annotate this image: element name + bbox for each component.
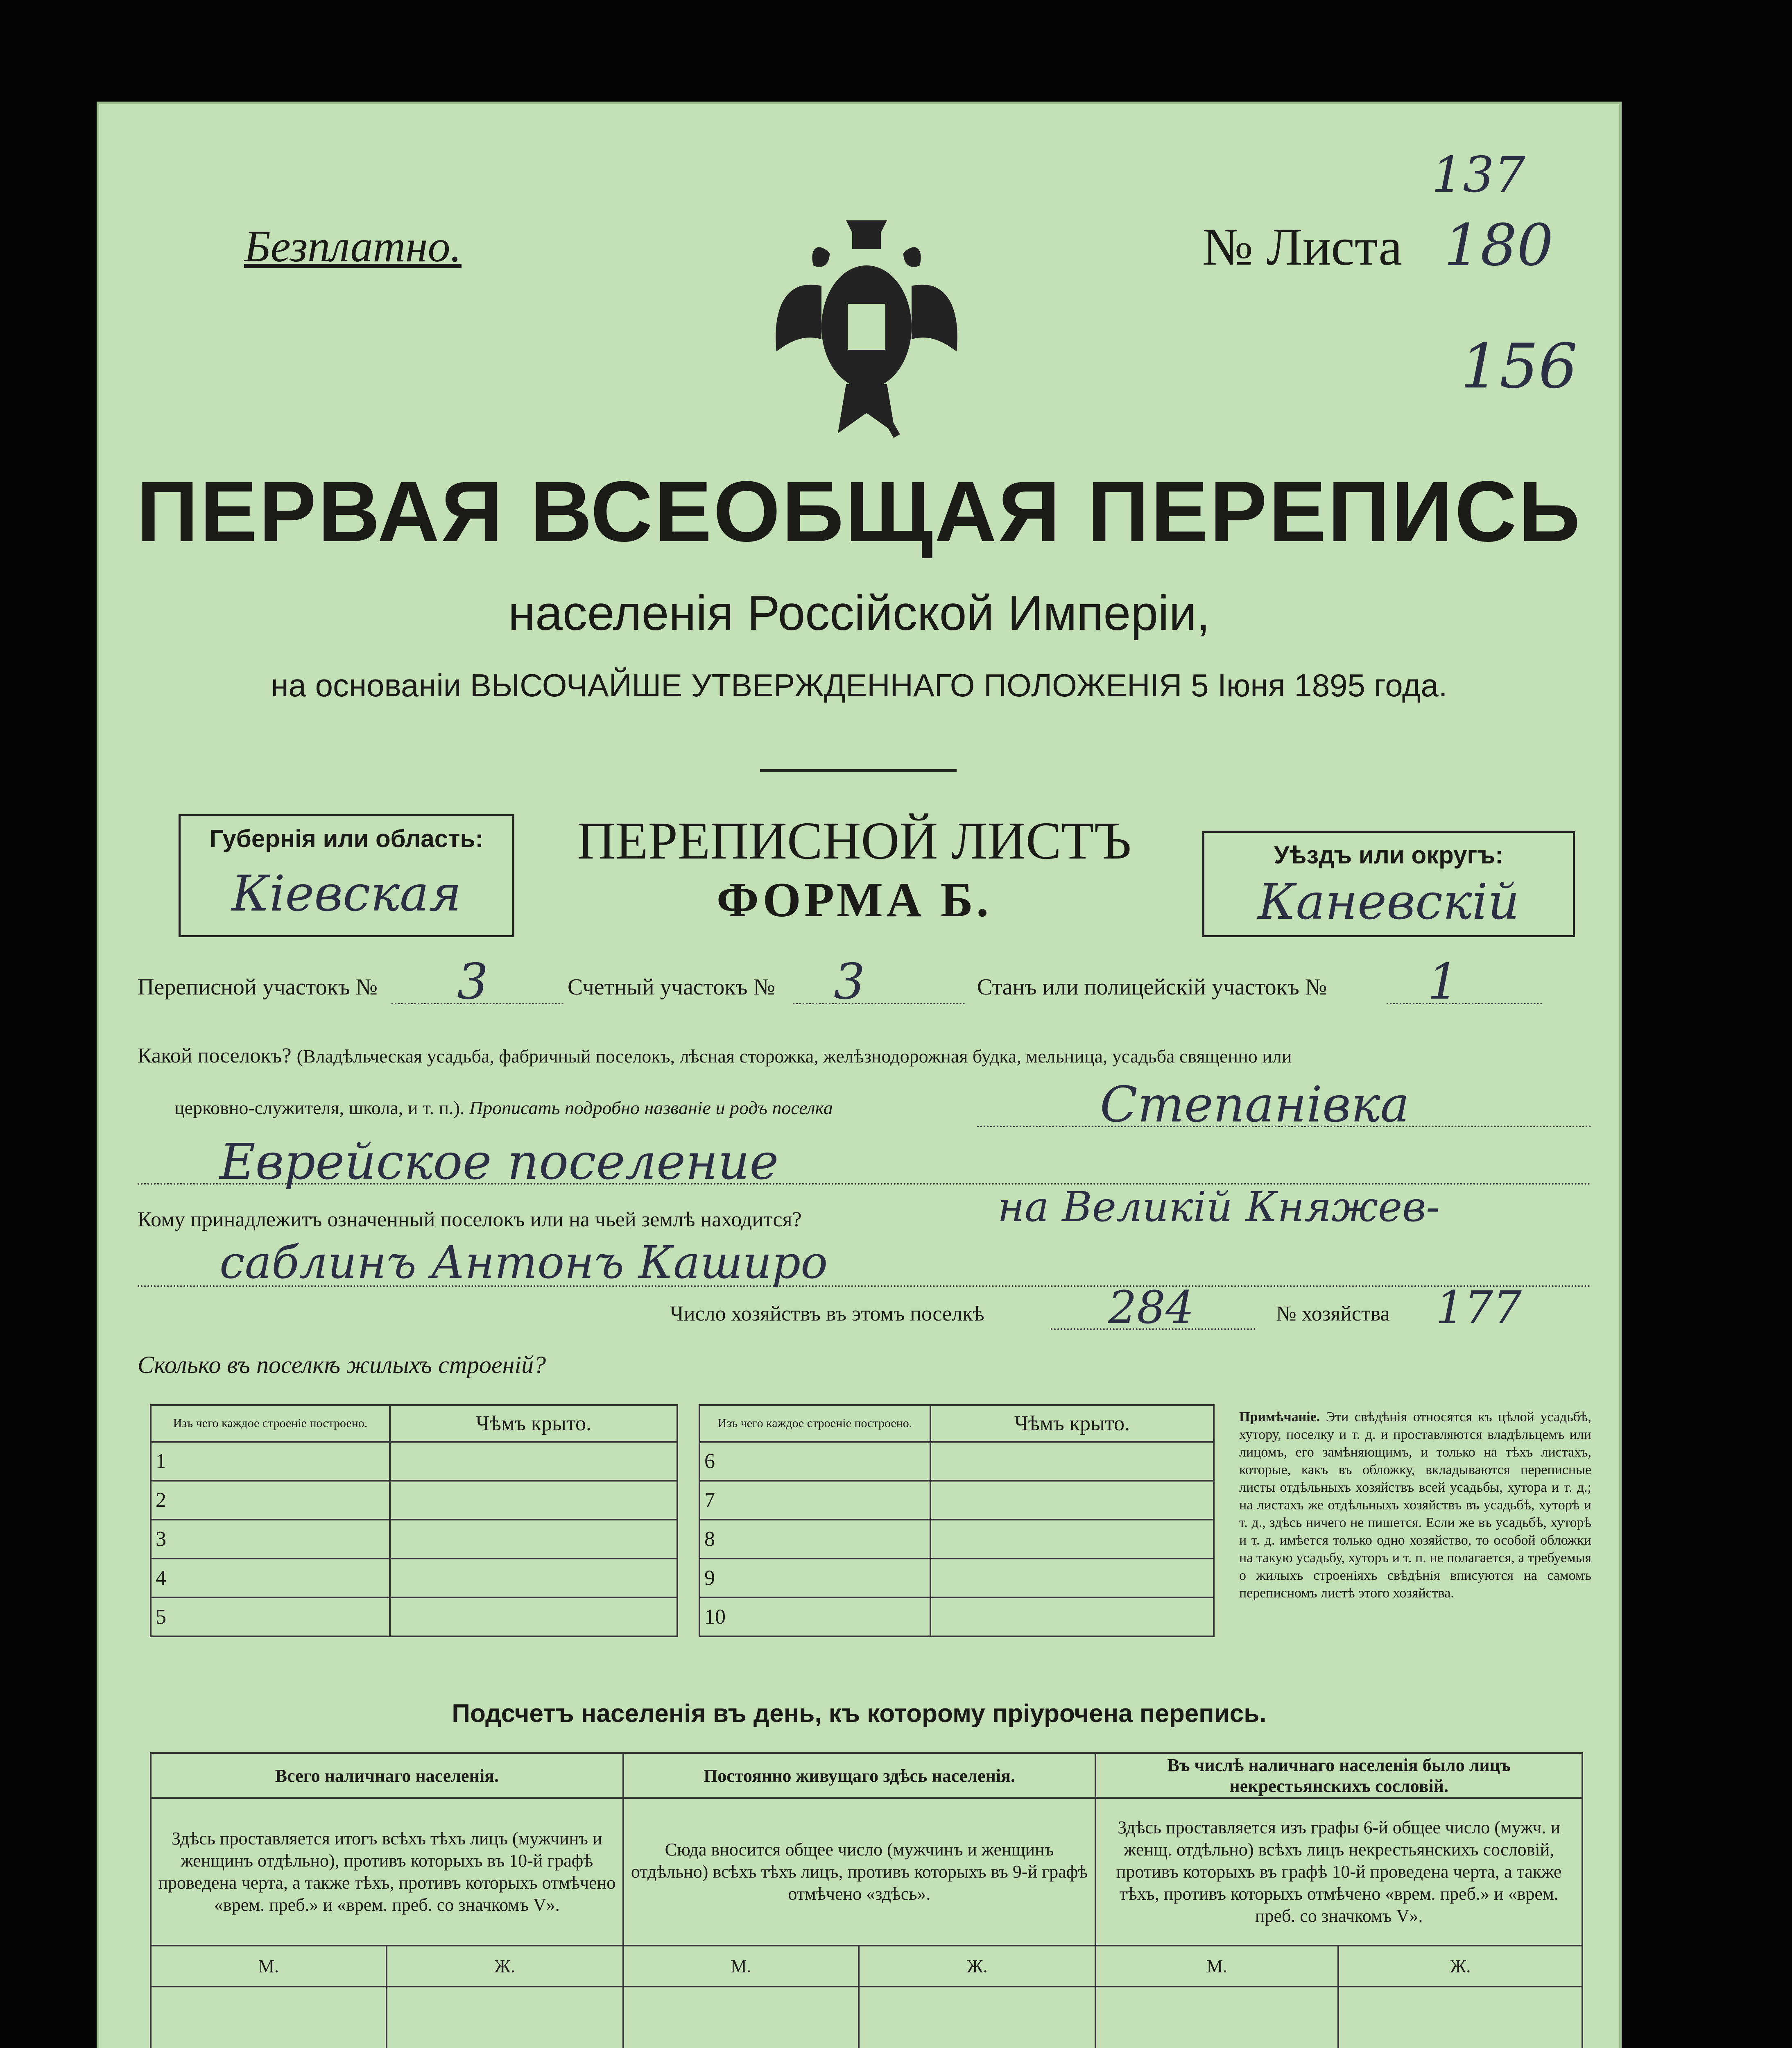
sheet-number-label: № Листа — [1202, 217, 1403, 276]
male-value-cell — [623, 1987, 859, 2048]
building-roof-cell — [930, 1597, 1214, 1636]
settlement-hint-italic: Прописать подробно названіе и родъ поселка — [469, 1097, 833, 1118]
summary-total-text: Здѣсь проставляется итогъ всѣхъ тѣхъ лицъ (мужчинъ и женщинъ отдѣльно), противъ которыхъ въ 10-й графѣ проведена черта, а также тѣхъ, противъ которыхъ отмѣчено «врем. преб.» и «врем. преб. со значкомъ V». — [151, 1798, 623, 1946]
buildings-label: Сколько въ поселкѣ жилыхъ строеній? — [138, 1351, 546, 1378]
male-header: М. — [623, 1946, 859, 1987]
buildings-col-roof: Чѣмъ крыто. — [390, 1405, 677, 1442]
building-roof-cell — [930, 1520, 1214, 1559]
note-text: Эти свѣдѣнія относятся къ цѣлой усадьбѣ, хутору, поселку и т. д. и проставляются владѣльцемъ или лицомъ, его замѣняющимъ, и только на тѣхъ листахъ, которые, какъ въ обложку, вкладываются переписные листы отдѣльныхъ хозяйствъ всей усадьбы, хутора и т. д.; на листахъ же отдѣльныхъ хозяйствъ въ усадьбѣ, хуторѣ и т. д., здѣсь ничего не пишется. Если же въ усадьбѣ, хуторѣ и т. д. имѣется только одно хозяйство, то особой обложки на такую усадьбу, хуторъ и т. п. не полагается, а требуемыя о жилыхъ строеніяхъ свѣдѣнія вписуются на самомъ переписномъ листѣ этого хозяйства. — [1239, 1409, 1591, 1601]
summary-non-peasant-text: Здѣсь проставляется изъ графы 6-й общее число (мужч. и женщ. отдѣльно) всѣхъ лицъ некрестьянскихъ сословій, противъ которыхъ въ графѣ 10-й проведена черта, а также тѣхъ, противъ которыхъ отмѣчено «врем. преб.» и «врем. преб. со значкомъ V». — [1095, 1798, 1582, 1946]
settlement-row — [138, 1044, 1595, 1068]
building-row-number: 9 — [699, 1559, 930, 1597]
district-value: Каневскій — [1258, 874, 1520, 931]
household-no-label: № хозяйства — [1276, 1302, 1390, 1325]
female-value-cell — [859, 1987, 1095, 2048]
female-header: Ж. — [859, 1946, 1095, 1987]
building-roof-cell — [390, 1481, 677, 1520]
buildings-col-roof: Чѣмъ крыто. — [930, 1405, 1214, 1442]
settlement-value-2: Еврейское поселение — [219, 1134, 779, 1191]
building-roof-cell — [930, 1481, 1214, 1520]
building-roof-cell — [930, 1559, 1214, 1597]
owner-value-2: саблинъ Антонъ Каширо — [219, 1236, 828, 1289]
count-area-line — [793, 1003, 965, 1004]
owner-value-1: на Великій Княжев- — [998, 1183, 1440, 1231]
settlement-hint: (Владѣльческая усадьба, фабричный поселокъ, лѣсная сторожка, желѣзнодорожная будка, мельница, усадьба священно или — [296, 1046, 1292, 1067]
summary-col-permanent: Постоянно живущаго здѣсь населенія. — [623, 1753, 1096, 1798]
camp-value: 1 — [1428, 954, 1459, 1010]
settlement-hint-row — [174, 1097, 833, 1119]
summary-permanent-text: Сюда вносится общее число (мужчинъ и женщинъ отдѣльно) всѣхъ тѣхъ лицъ, противъ которыхъ въ 9-й графѣ отмѣчено «здѣсь». — [623, 1798, 1096, 1946]
building-roof-cell — [390, 1442, 677, 1481]
building-roof-cell — [390, 1597, 677, 1636]
owner-label: Кому принадлежитъ означенный поселокъ или на чьей землѣ находится? — [138, 1208, 802, 1231]
province-box — [179, 814, 514, 937]
district-label: Уѣздъ или округъ: — [1274, 841, 1504, 869]
title-divider — [760, 769, 957, 772]
handwritten-side-number: 156 — [1460, 331, 1578, 402]
building-row-number: 8 — [699, 1520, 930, 1559]
summary-col-non-peasant: Въ числѣ наличнаго населенія было лицъ некрестьянскихъ сословій. — [1095, 1753, 1582, 1798]
male-value-cell — [151, 1987, 387, 2048]
buildings-col-material: Изъ чего каждое строеніе построено. — [699, 1405, 930, 1442]
summary-table — [150, 1752, 1583, 2048]
building-roof-cell — [930, 1442, 1214, 1481]
household-no-value: 177 — [1436, 1281, 1522, 1334]
female-header: Ж. — [387, 1946, 623, 1987]
settlement-value-1: Степанівка — [1100, 1076, 1410, 1133]
settlement-label: Какой поселокъ? — [138, 1044, 292, 1067]
camp-line — [1387, 1003, 1542, 1004]
census-area-value: 3 — [457, 954, 489, 1010]
sheet-number-handwritten: 180 — [1444, 212, 1554, 279]
building-row-number: 5 — [151, 1597, 390, 1636]
female-value-cell — [387, 1987, 623, 2048]
female-header: Ж. — [1338, 1946, 1582, 1987]
building-row-number: 2 — [151, 1481, 390, 1520]
province-value: Кіевская — [231, 865, 462, 922]
building-row-number: 7 — [699, 1481, 930, 1520]
building-roof-cell — [390, 1520, 677, 1559]
building-row-number: 1 — [151, 1442, 390, 1481]
male-header: М. — [1095, 1946, 1338, 1987]
basis-line: на основаніи ВЫСОЧАЙШЕ УТВЕРЖДЕННАГО ПОЛОЖЕНІЯ 5 Іюня 1895 года. — [271, 667, 1448, 703]
summary-col-total: Всего наличнаго населенія. — [151, 1753, 623, 1798]
building-row-number: 4 — [151, 1559, 390, 1597]
form-label: ФОРМА Б. — [716, 872, 992, 927]
main-title: ПЕРВАЯ ВСЕОБЩАЯ ПЕРЕПИСЬ — [136, 463, 1582, 560]
census-sheet — [97, 102, 1622, 2048]
count-area-value: 3 — [834, 954, 865, 1010]
male-value-cell — [1095, 1987, 1338, 2048]
building-row-number: 10 — [699, 1597, 930, 1636]
note — [1239, 1408, 1591, 1602]
building-row-number: 3 — [151, 1520, 390, 1559]
camp-label: Станъ или полицейскій участокъ № — [977, 974, 1327, 1000]
female-value-cell — [1338, 1987, 1582, 2048]
buildings-col-material: Изъ чего каждое строеніе построено. — [151, 1405, 390, 1442]
building-roof-cell — [390, 1559, 677, 1597]
summary-title: Подсчетъ населенія въ день, къ которому пріурочена перепись. — [452, 1699, 1267, 1728]
sheet-title: ПЕРЕПИСНОЙ ЛИСТЪ — [577, 811, 1131, 870]
district-box — [1202, 831, 1575, 937]
building-row-number: 6 — [699, 1442, 930, 1481]
households-label: Число хозяйствъ въ этомъ поселкѣ — [670, 1302, 984, 1325]
sub-title: населенія Россійской Имперіи, — [508, 586, 1211, 641]
handwritten-top-number: 137 — [1432, 147, 1526, 204]
note-title: Примѣчаніе. — [1239, 1409, 1320, 1425]
free-label: Безплатно. — [244, 221, 462, 271]
buildings-table-right — [699, 1404, 1215, 1637]
province-label: Губернія или область: — [209, 825, 484, 852]
double-headed-eagle-icon — [768, 204, 965, 450]
buildings-table-left — [150, 1404, 678, 1637]
count-area-label: Счетный участокъ № — [568, 974, 775, 1000]
settlement-hint-2: церковно-служителя, школа, и т. п.). — [174, 1097, 465, 1118]
households-value: 284 — [1108, 1281, 1194, 1334]
male-header: М. — [151, 1946, 387, 1987]
census-area-label: Переписной участокъ № — [138, 974, 378, 1000]
